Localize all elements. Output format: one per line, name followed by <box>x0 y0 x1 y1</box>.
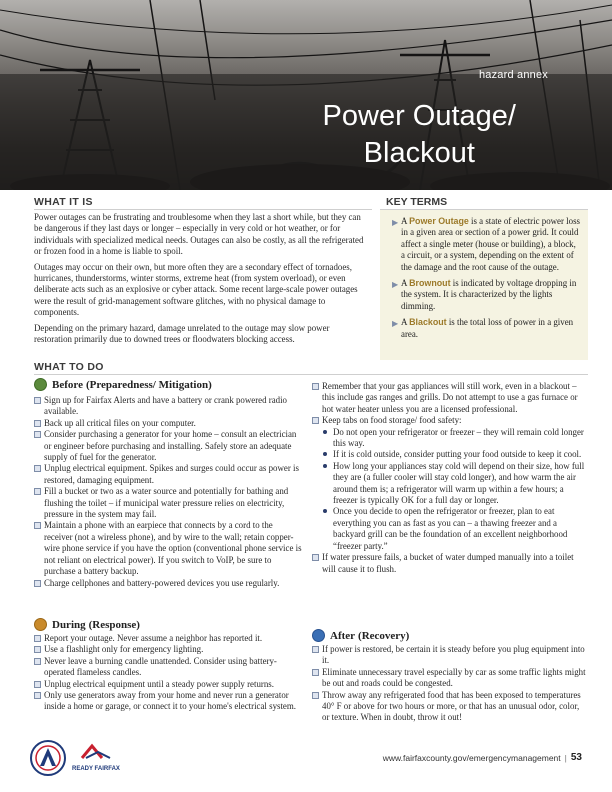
ready-fairfax-logo <box>72 746 120 772</box>
list-item-text: Use a flashlight only for emergency lighting. <box>44 644 204 655</box>
square-bullet-icon <box>34 681 41 688</box>
right-column-list <box>312 381 588 575</box>
key-term-definition: is the total loss of power in a given area. <box>401 317 574 339</box>
list-item-text: Do not open your refrigerator or freezer – they will remain cold longer this way. <box>333 426 584 449</box>
square-bullet-icon <box>34 431 41 438</box>
square-bullet-icon <box>312 554 319 561</box>
key-terms-heading: KEY TERMS <box>380 196 588 210</box>
key-term-blackout: Blackout <box>409 317 447 328</box>
what-it-is-heading: WHAT IT IS <box>34 196 372 210</box>
list-item-text: Never leave a burning candle unattended. Consider using battery-operated flameless candles. <box>44 655 277 678</box>
list-item <box>312 415 588 552</box>
square-bullet-icon <box>312 692 319 699</box>
page-title-line2: Blackout <box>363 137 475 169</box>
square-bullet-icon <box>312 646 319 653</box>
what-it-is-body <box>34 212 368 349</box>
key-term-definition: is a state of electric power loss in a given area or section of a power grid. It could affect a single meter (house or building), a block, a circuit, or a system, depending on the extent of the damage and the root cause of the outage. <box>401 216 580 272</box>
list-item-text: If water pressure fails, a bucket of water dumped manually into a toilet will cause it to flush. <box>322 552 574 574</box>
list-item <box>34 418 302 429</box>
list-item-text: Report your outage. Never assume a neighbor has reported it. <box>44 633 263 643</box>
list-item-text: Maintain a phone with an earpiece that connects by a cord to the receiver (not a wireless phone), and by wire to the wall; retain copper-wire phone service if you have the option (conventional phone service is not reliant on electrical power). If you switch to VoIP, be sure to purchase a battery backup. <box>44 520 302 577</box>
list-item <box>34 679 302 690</box>
list-item-text: Remember that your gas appliances will still work, even in a blackout – this include gas ranges and grills. Do not attempt to use a gas furnace or hot water heater unless you are a licensed professional. <box>322 381 578 414</box>
square-bullet-icon <box>34 692 41 699</box>
food-safety-item <box>322 427 588 450</box>
list-item <box>34 656 302 679</box>
key-term-definition: is indicated by voltage dropping in the system. It is characterized by the lights dimming. <box>401 278 577 311</box>
list-item <box>312 690 588 724</box>
page-title <box>323 98 516 172</box>
during-list <box>34 633 302 713</box>
list-item <box>34 644 302 655</box>
key-terms-list <box>392 216 580 340</box>
list-item <box>34 429 302 463</box>
before-subtitle: (Preparedness/ Mitigation) <box>85 378 212 391</box>
list-item-text: Throw away any refrigerated food that has been exposed to temperatures 40° F or above for two hours or more, or that has an unusual odor, color, or texture. When in doubt, throw it out! <box>322 689 581 723</box>
after-title: After <box>330 629 356 642</box>
before-list <box>34 395 302 589</box>
key-term-power-outage: Power Outage <box>409 216 469 226</box>
list-item-text: Sign up for Fairfax Alerts and have a battery or crank powered radio available. <box>44 395 287 417</box>
list-item-text: Unplug electrical equipment until a steady power supply returns. <box>44 678 274 689</box>
square-bullet-icon <box>312 669 319 676</box>
dot-bullet-icon <box>323 464 327 468</box>
list-item-text: Consider purchasing a generator for your home – consult an electrician or engineer before purchasing and installing. Safely store an adequate supply of fuel for the generator. <box>44 429 297 463</box>
after-list <box>312 644 588 724</box>
list-item-text: How long your appliances stay cold will depend on their size, how full they are (a fuller cooler will stay cold longer), and how warm the air around them is; a refrigerator will warm up within a few hours; a freezer is typically OK for a full day or longer. <box>333 460 585 506</box>
list-item-text: Only use generators away from your home and never run a generator inside a home or garage, or connect it to your home's electrical system. <box>44 690 296 712</box>
list-item <box>34 486 302 520</box>
key-term-prefix: A <box>401 216 410 226</box>
dot-bullet-icon <box>323 452 327 456</box>
key-term-prefix: A <box>401 317 410 328</box>
square-bullet-icon <box>312 383 319 390</box>
list-item <box>34 578 302 589</box>
footer-logos <box>30 736 140 780</box>
list-item-text: Fill a bucket or two as a water source and potentially for bathing and flushing the toilet – if municipal water pressure relies on electricity, pressure in the system may fail. <box>44 486 289 520</box>
emergency-management-seal-icon <box>31 741 65 775</box>
food-safety-list <box>322 427 588 552</box>
food-safety-item <box>322 506 588 552</box>
triangle-marker-icon: ▶ <box>392 280 399 290</box>
list-item <box>34 520 302 577</box>
key-term-item <box>392 317 580 340</box>
key-term-item <box>392 216 580 273</box>
food-safety-item <box>322 461 588 507</box>
list-item <box>312 552 588 575</box>
list-item <box>34 690 302 713</box>
square-bullet-icon <box>34 580 41 587</box>
during-heading <box>34 618 140 631</box>
square-bullet-icon <box>34 465 41 472</box>
what-to-do-heading: WHAT TO DO <box>34 361 588 375</box>
preparedness-icon <box>34 378 47 391</box>
list-item-text: Once you decide to open the refrigerator or freezer, plan to eat everything you can as fast as you can – a thawing freezer and a backyard grill can be the foundation of an excellent neighborhood “freezer party.” <box>333 506 568 551</box>
list-item <box>312 644 588 667</box>
during-title: During <box>52 618 86 631</box>
list-item <box>34 395 302 418</box>
food-safety-item <box>322 449 588 460</box>
before-title: Before <box>52 378 83 391</box>
key-term-brownout: Brownout <box>409 278 451 289</box>
square-bullet-icon <box>34 397 41 404</box>
footer-separator: | <box>564 752 567 763</box>
list-item <box>34 633 302 644</box>
list-item <box>312 381 588 415</box>
list-item-text: If it is cold outside, consider putting your food outside to keep it cool. <box>333 449 582 460</box>
hero-kicker: hazard annex <box>478 69 548 81</box>
what-it-is-paragraph: Outages may occur on their own, but more often they are a secondary effect of tornadoes, hurricanes, thunderstorms, winter storms, extreme heat (from system overload), or even deliberate acts such as an explosive or cyber attack. Some recent large-scale power outages were the result of grid-management software glitches, with no physical damage to components. <box>34 261 358 318</box>
key-term-item <box>392 278 580 312</box>
recovery-icon <box>312 629 325 642</box>
list-item-text: Keep tabs on food storage/ food safety: <box>322 415 462 426</box>
list-item-text: Eliminate unnecessary travel especially by car as some traffic lights might be out and roads could be congested. <box>322 666 586 689</box>
during-subtitle: (Response) <box>88 618 140 631</box>
dot-bullet-icon <box>323 509 327 513</box>
dot-bullet-icon <box>323 430 327 434</box>
ready-fairfax-text: READY FAIRFAX <box>72 766 120 772</box>
key-term-prefix: A <box>401 278 410 289</box>
response-icon <box>34 618 47 631</box>
page-number: 53 <box>570 752 582 763</box>
square-bullet-icon <box>34 646 41 653</box>
after-subtitle: (Recovery) <box>358 629 410 642</box>
square-bullet-icon <box>34 658 41 665</box>
list-item <box>312 667 588 690</box>
after-heading <box>312 629 409 642</box>
key-terms-box <box>380 196 588 360</box>
list-item-text: Unplug electrical equipment. Spikes and surges could occur as power is restored, damaging equipment. <box>44 463 299 485</box>
hero-banner <box>0 0 612 190</box>
square-bullet-icon <box>34 420 41 427</box>
square-bullet-icon <box>34 488 41 495</box>
square-bullet-icon <box>312 417 319 424</box>
list-item-text: Back up all critical files on your computer. <box>44 417 196 428</box>
triangle-marker-icon: ▶ <box>392 319 399 329</box>
hero-title-band <box>0 74 612 190</box>
square-bullet-icon <box>34 635 41 642</box>
footer-url[interactable]: www.fairfaxcounty.gov/emergencymanagement <box>382 752 561 763</box>
page-title-line1: Power Outage/ <box>322 100 516 132</box>
before-heading <box>34 378 212 391</box>
list-item-text: Charge cellphones and battery-powered devices you use regularly. <box>44 577 280 588</box>
footer <box>383 752 582 763</box>
what-it-is-paragraph: Power outages can be frustrating and troublesome when they last a short while, but they can be dangerous if they last days or longer – especially in very cold or hot weather, or for individuals with specialized medical needs. Outages can also be costly, as all the refrigerated or frozen food in a home is liable to spoil. <box>34 212 364 257</box>
square-bullet-icon <box>34 522 41 529</box>
list-item <box>34 463 302 486</box>
triangle-marker-icon: ▶ <box>392 218 399 227</box>
list-item-text: If power is restored, be certain it is steady before you plug equipment into it. <box>322 644 585 666</box>
what-it-is-paragraph: Depending on the primary hazard, damage unrelated to the outage may slow power restoration primarily due to downed trees or floodwaters blocking access. <box>34 322 330 345</box>
